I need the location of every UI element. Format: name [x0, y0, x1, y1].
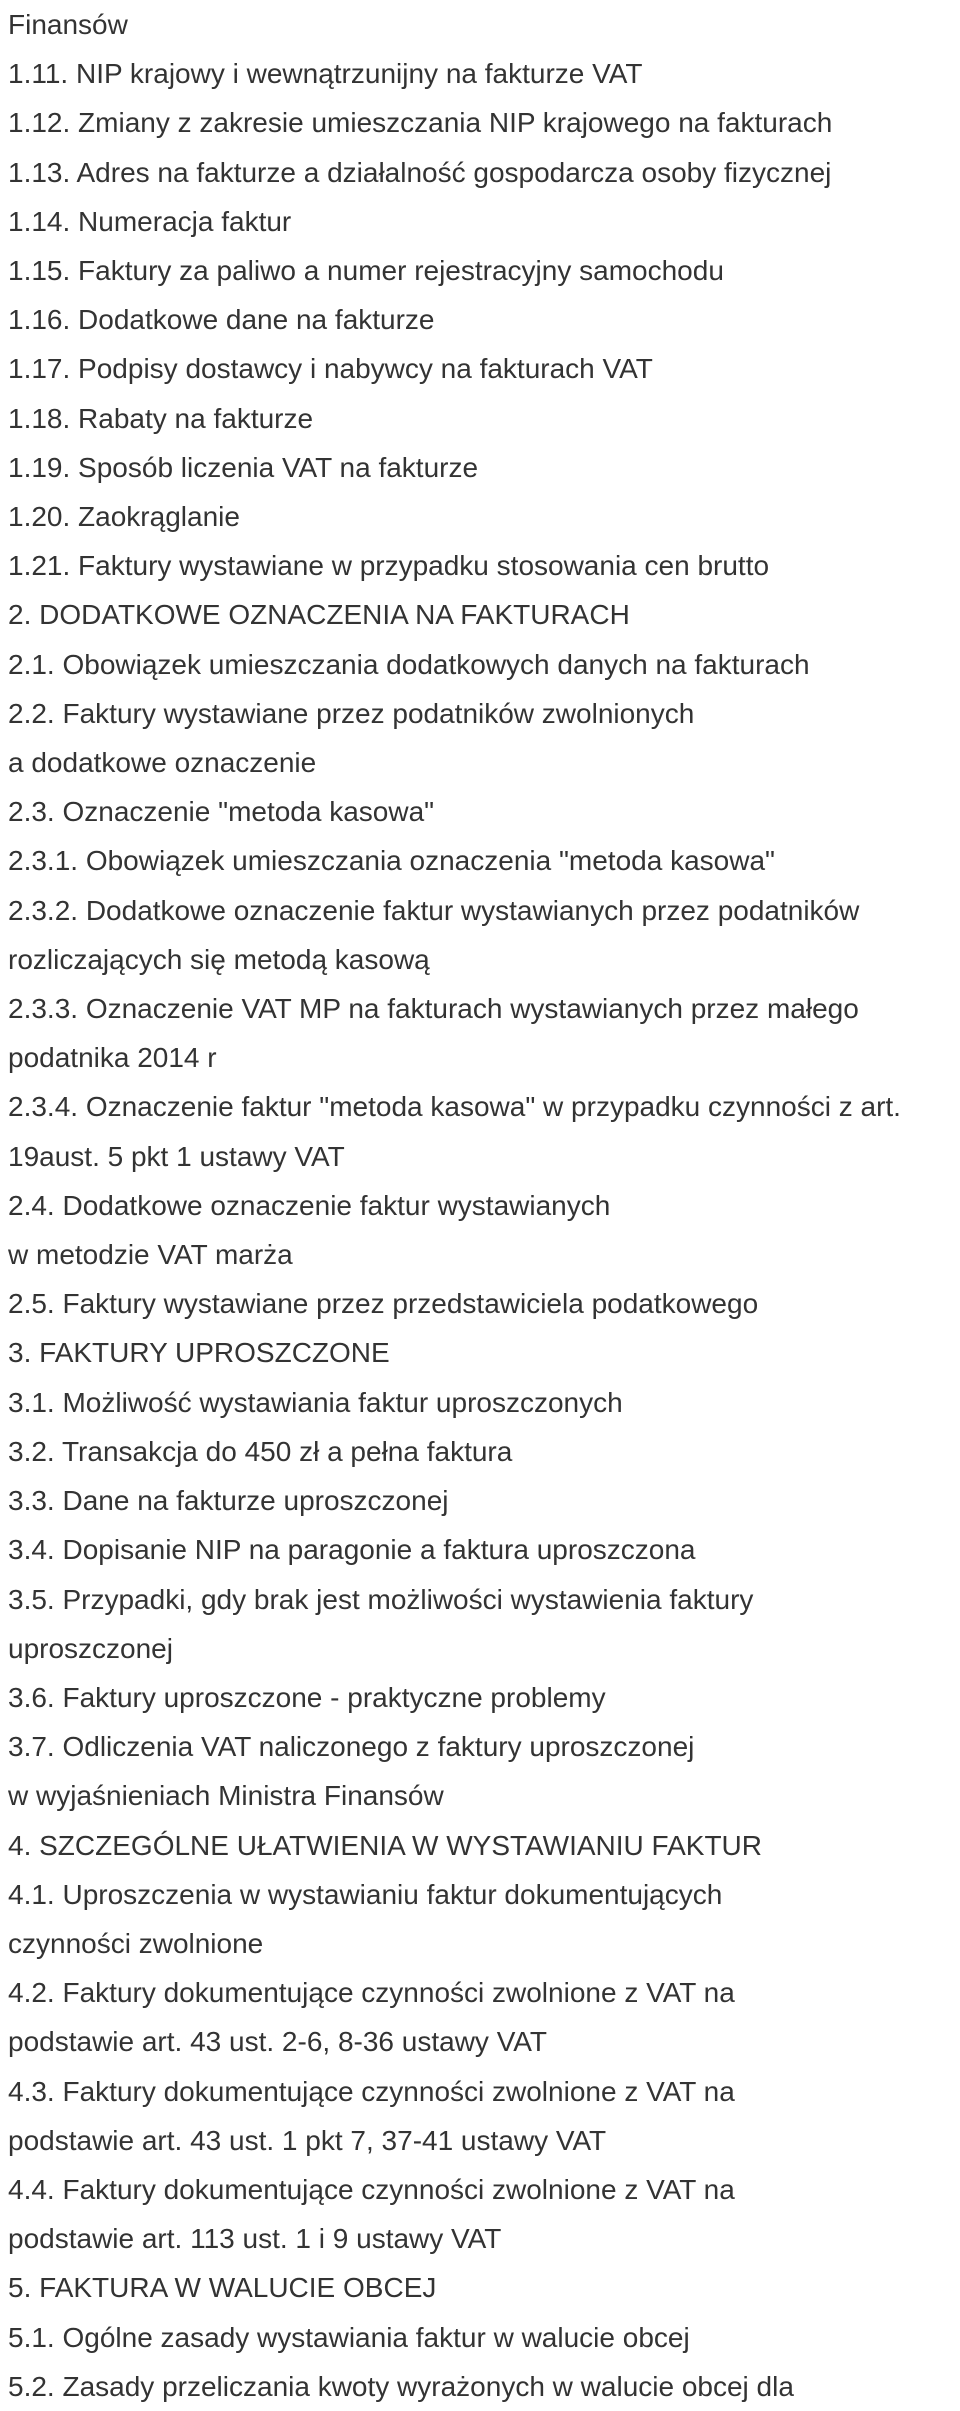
toc-line: 1.21. Faktury wystawiane w przypadku stosowania cen brutto	[8, 550, 770, 582]
toc-section-heading: 5. FAKTURA W WALUCIE OBCEJ	[8, 2272, 437, 2304]
toc-line: 1.17. Podpisy dostawcy i nabywcy na fakturach VAT	[8, 353, 653, 385]
toc-section-heading: 3. FAKTURY UPROSZCZONE	[8, 1337, 390, 1369]
toc-line: 1.11. NIP krajowy i wewnątrzunijny na fakturze VAT	[8, 58, 643, 90]
toc-line: 5.1. Ogólne zasady wystawiania faktur w walucie obcej	[8, 2321, 690, 2353]
toc-line: 19aust. 5 pkt 1 ustawy VAT	[8, 1140, 345, 1172]
toc-line: 1.20. Zaokrąglanie	[8, 501, 240, 533]
toc-line: Finansów	[8, 9, 128, 40]
toc-line: 3.2. Transakcja do 450 zł a pełna faktura	[8, 1435, 513, 1467]
toc-line: 4.2. Faktury dokumentujące czynności zwolnione z VAT na	[8, 1977, 735, 2009]
table-of-contents	[8, 0, 953, 2411]
toc-line: 2.3.1. Obowiązek umieszczania oznaczenia "metoda kasowa"	[8, 845, 775, 877]
toc-line: 1.15. Faktury za paliwo a numer rejestracyjny samochodu	[8, 255, 724, 287]
toc-line: 3.1. Możliwość wystawiania faktur uproszczonych	[8, 1386, 623, 1418]
toc-line: podatnika 2014 r	[8, 1042, 217, 1074]
toc-line: 1.19. Sposób liczenia VAT na fakturze	[8, 451, 479, 483]
toc-line: 3.4. Dopisanie NIP na paragonie a faktura uproszczona	[8, 1534, 696, 1566]
toc-section-heading: 4. SZCZEGÓLNE UŁATWIENIA W WYSTAWIANIU FAKTUR	[8, 1829, 762, 1861]
toc-line: 3.7. Odliczenia VAT naliczonego z faktury uproszczonej	[8, 1731, 695, 1763]
toc-line: 2.3.3. Oznaczenie VAT MP na fakturach wystawianych przez małego	[8, 993, 859, 1025]
toc-line: 2.3. Oznaczenie "metoda kasowa"	[8, 796, 435, 828]
toc-line: w wyjaśnieniach Ministra Finansów	[8, 1780, 444, 1812]
toc-line: podstawie art. 43 ust. 1 pkt 7, 37-41 ustawy VAT	[8, 2124, 607, 2156]
toc-line: 4.4. Faktury dokumentujące czynności zwolnione z VAT na	[8, 2173, 735, 2205]
toc-line: 1.16. Dodatkowe dane na fakturze	[8, 304, 435, 336]
toc-line: czynności zwolnione	[8, 1927, 264, 1959]
toc-line: 2.4. Dodatkowe oznaczenie faktur wystawianych	[8, 1189, 611, 1221]
toc-line: podstawie art. 43 ust. 2-6, 8-36 ustawy VAT	[8, 2026, 547, 2058]
toc-line: 2.3.4. Oznaczenie faktur "metoda kasowa" w przypadku czynności z art.	[8, 1091, 901, 1123]
toc-line: rozliczających się metodą kasową	[8, 943, 430, 975]
toc-line: 3.5. Przypadki, gdy brak jest możliwości wystawienia faktury	[8, 1583, 754, 1615]
toc-line: podstawie art. 113 ust. 1 i 9 ustawy VAT	[8, 2223, 502, 2255]
toc-line: 1.14. Numeracja faktur	[8, 205, 292, 237]
toc-line: 1.13. Adres na fakturze a działalność gospodarcza osoby fizycznej	[8, 156, 832, 188]
toc-line: 1.12. Zmiany z zakresie umieszczania NIP krajowego na fakturach	[8, 107, 833, 139]
toc-line: uproszczonej	[8, 1632, 173, 1664]
toc-line: a dodatkowe oznaczenie	[8, 747, 317, 779]
toc-line: 4.3. Faktury dokumentujące czynności zwolnione z VAT na	[8, 2075, 735, 2107]
toc-line: 3.6. Faktury uproszczone - praktyczne problemy	[8, 1681, 606, 1713]
toc-line: 2.5. Faktury wystawiane przez przedstawiciela podatkowego	[8, 1288, 759, 1320]
toc-line: w metodzie VAT marża	[8, 1239, 293, 1271]
toc-line: 2.3.2. Dodatkowe oznaczenie faktur wystawianych przez podatników	[8, 894, 860, 926]
toc-line: 2.2. Faktury wystawiane przez podatników zwolnionych	[8, 697, 695, 729]
toc-line: 5.2. Zasady przeliczania kwoty wyrażonych w walucie obcej dla	[8, 2370, 794, 2402]
toc-line: 4.1. Uproszczenia w wystawianiu faktur dokumentujących	[8, 1878, 723, 1910]
toc-section-heading: 2. DODATKOWE OZNACZENIA NA FAKTURACH	[8, 599, 630, 631]
toc-line: 3.3. Dane na fakturze uproszczonej	[8, 1485, 449, 1517]
toc-line: 1.18. Rabaty na fakturze	[8, 402, 314, 434]
toc-line: 2.1. Obowiązek umieszczania dodatkowych danych na fakturach	[8, 648, 810, 680]
